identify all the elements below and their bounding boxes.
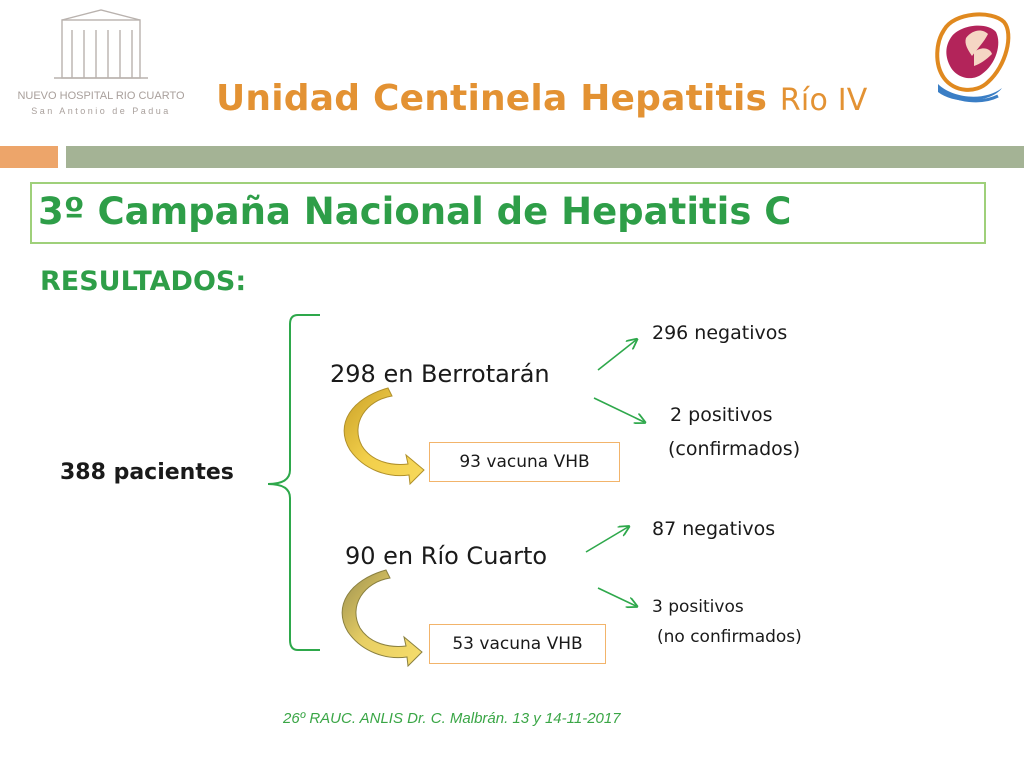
footer-citation: 26º RAUC. ANLIS Dr. C. Malbrán. 13 y 14-11-2017 [283, 710, 621, 727]
riocuarto-count: 90 en Río Cuarto [345, 542, 548, 570]
results-label: RESULTADOS: [40, 266, 247, 297]
slide-title-place: Río IV [779, 83, 868, 118]
berrotaran-negatives: 296 negativos [652, 322, 788, 344]
berrotaran-vaccine-box [429, 442, 620, 482]
total-patients: 388 pacientes [60, 460, 234, 485]
slide-title-main: Unidad Centinela Hepatitis [216, 78, 768, 119]
riocuarto-vaccine-box [429, 624, 606, 664]
group-brace [268, 315, 320, 650]
campaign-title: 3º Campaña Nacional de Hepatitis C [38, 190, 792, 233]
riocuarto-positives: 3 positivos [652, 597, 744, 617]
curved-arrow-berrotaran [344, 388, 424, 484]
berrotaran-positives-note: (confirmados) [668, 438, 801, 460]
berrotaran-count: 298 en Berrotarán [330, 360, 550, 388]
curved-arrow-riocuarto [342, 570, 422, 666]
arrow-to-r-negatives [586, 527, 628, 552]
hospital-logo-name: NUEVO HOSPITAL RIO CUARTO [17, 90, 185, 102]
riocuarto-positives-note: (no confirmados) [657, 627, 802, 647]
riocuarto-vaccine: 53 vacuna VHB [452, 634, 583, 654]
hospital-logo-subtitle: San Antonio de Padua [31, 106, 171, 116]
riocuarto-negatives: 87 negativos [652, 518, 776, 540]
berrotaran-positives: 2 positivos [670, 404, 773, 426]
arrow-to-b-positives [594, 398, 644, 422]
arrow-to-r-positives [598, 588, 636, 606]
berrotaran-vaccine: 93 vacuna VHB [459, 452, 590, 472]
arrow-to-b-negatives [598, 340, 636, 370]
